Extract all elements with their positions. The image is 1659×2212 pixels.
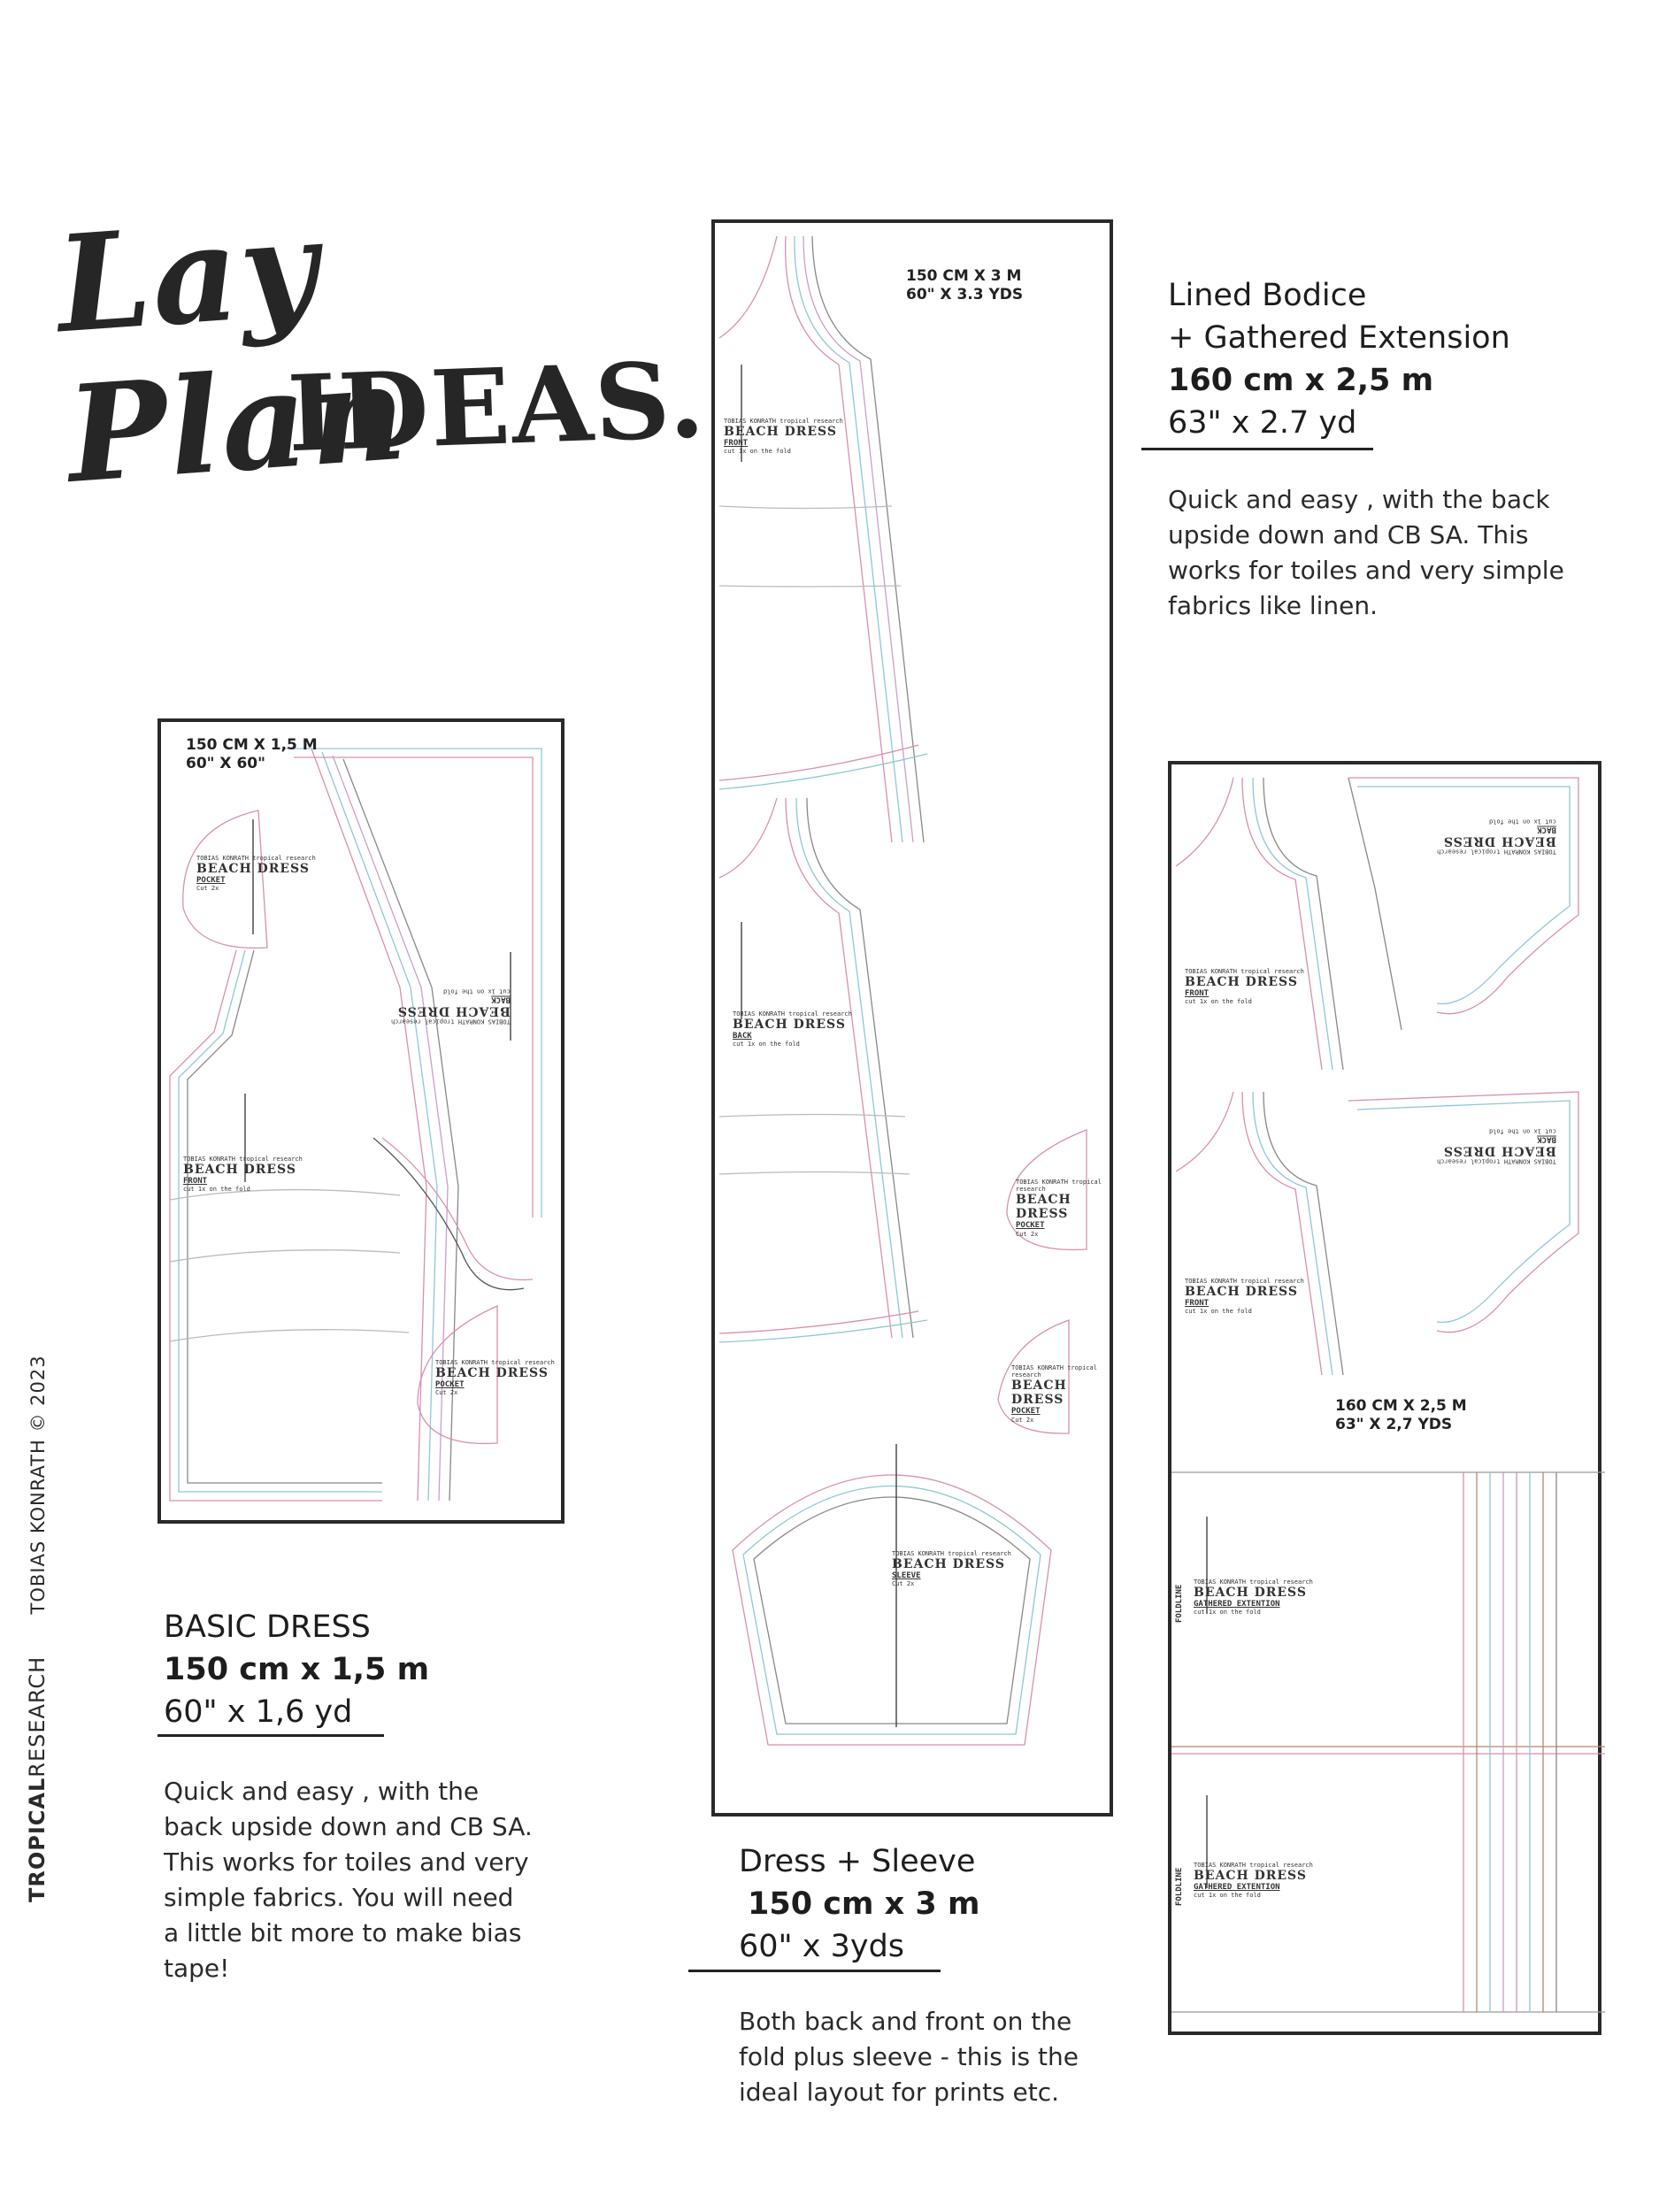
back-label <box>733 1010 852 1048</box>
sleeve-metric: 150 cm x 3 m <box>748 1886 980 1922</box>
pocket-pattern-name: BEACH DRESS <box>1016 1193 1071 1222</box>
pocket-cut: Cut 2x <box>1016 1230 1039 1238</box>
back-cut: cut 1x on the fold <box>733 1041 800 1048</box>
basic-pattern-drawing <box>161 722 568 1527</box>
pocket-brand: TOBIAS KONRATH tropical research <box>1016 1179 1102 1194</box>
front-brand: TOBIAS KONRATH tropical research <box>1185 968 1304 975</box>
foldline-text: FOLDLINE <box>1175 1584 1184 1623</box>
front-2-cut: cut 1x on the fold <box>1185 1308 1252 1316</box>
pocket-2-brand: TOBIAS KONRATH tropical research <box>435 1359 555 1366</box>
back-label-2-upside-down <box>1437 1127 1556 1165</box>
sheet-size-imperial: 63" X 2,7 YDS <box>1335 1416 1453 1433</box>
front-2-pattern-name: BEACH DRESS <box>1185 1285 1298 1300</box>
back-label-upside-down <box>1437 818 1556 856</box>
back-piece: BACK <box>1537 825 1556 834</box>
pocket-2-brand: TOBIAS KONRATH tropical research <box>1011 1364 1097 1379</box>
front-pattern-name: BEACH DRESS <box>183 1163 296 1178</box>
back-2-brand: TOBIAS KONRATH tropical research <box>1437 1157 1556 1165</box>
back-brand: TOBIAS KONRATH tropical research <box>391 1018 511 1025</box>
back-label-upside-down <box>391 987 511 1025</box>
front-cut: cut 1x on the fold <box>1185 998 1252 1006</box>
front-piece: FRONT <box>183 1177 208 1187</box>
sheet-size-label <box>186 736 318 773</box>
title-line-2: IDEAS. <box>285 337 709 476</box>
pocket-label-2 <box>435 1359 555 1397</box>
front-2-brand: TOBIAS KONRATH tropical research <box>1185 1278 1304 1285</box>
gathered-label <box>1194 1578 1313 1617</box>
back-cut: cut 1x on the fold <box>1489 818 1556 826</box>
sleeve-pattern-name: BEACH DRESS <box>892 1557 1005 1572</box>
front-2-piece: FRONT <box>1185 1299 1210 1309</box>
brand-bold: TROPICAL <box>25 1777 50 1902</box>
lined-imperial: 63" x 2.7 yd <box>1168 405 1357 441</box>
back-pattern-name: BEACH DRESS <box>1442 833 1556 849</box>
pocket-2-pattern-name: BEACH DRESS <box>1011 1379 1067 1408</box>
sleeve-divider <box>688 1970 941 1972</box>
pocket-cut: Cut 2x <box>196 885 219 893</box>
basic-imperial: 60" x 1,6 yd <box>164 1694 353 1730</box>
foldline-2-text: FOLDLINE <box>1175 1867 1184 1906</box>
basic-metric: 150 cm x 1,5 m <box>164 1652 430 1687</box>
front-piece: FRONT <box>724 439 749 449</box>
gathered-2-pattern-name: BEACH DRESS <box>1194 1869 1307 1884</box>
pocket-label <box>196 855 316 893</box>
pocket-piece: POCKET <box>196 876 226 886</box>
back-piece: BACK <box>733 1032 752 1041</box>
back-brand: TOBIAS KONRATH tropical research <box>733 1010 852 1018</box>
front-pattern-name: BEACH DRESS <box>1185 975 1298 990</box>
back-pattern-name: BEACH DRESS <box>396 1003 511 1018</box>
brand-light: RESEARCH <box>25 1655 50 1778</box>
gathered-cut: cut 1x on the fold <box>1194 1609 1261 1617</box>
pocket-2-piece: POCKET <box>1011 1407 1041 1417</box>
front-brand: TOBIAS KONRATH tropical research <box>183 1156 303 1163</box>
pocket-2-piece: POCKET <box>435 1380 465 1390</box>
pocket-label-2 <box>1011 1364 1110 1424</box>
gathered-pattern-name: BEACH DRESS <box>1194 1586 1307 1601</box>
foldline-label <box>1175 1585 1184 1623</box>
front-label <box>1185 968 1304 1006</box>
layout-sheet-basic <box>157 718 565 1524</box>
layout-sheet-lined <box>1168 761 1601 2035</box>
sheet-size-label <box>1335 1397 1467 1434</box>
pocket-pattern-name: BEACH DRESS <box>196 862 310 877</box>
sleeve-label <box>892 1550 1011 1588</box>
author-credit: TOBIAS KONRATH © 2023 <box>27 1355 49 1615</box>
gathered-label-2 <box>1194 1862 1313 1900</box>
pocket-label <box>1016 1179 1110 1238</box>
sheet-size-imperial: 60" X 3.3 YDS <box>906 286 1024 303</box>
front-label <box>724 418 843 456</box>
front-label-2 <box>1185 1278 1304 1316</box>
pocket-brand: TOBIAS KONRATH tropical research <box>196 855 316 862</box>
front-pattern-name: BEACH DRESS <box>724 425 837 440</box>
lined-name-line-1: Lined Bodice <box>1168 278 1367 313</box>
pocket-piece: POCKET <box>1016 1221 1045 1231</box>
back-2-cut: cut 1x on the fold <box>1489 1127 1556 1135</box>
sheet-size-label <box>906 267 1023 304</box>
back-piece: BACK <box>491 995 511 1004</box>
sleeve-imperial: 60" x 3yds <box>739 1929 905 1964</box>
pocket-2-pattern-name: BEACH DRESS <box>435 1366 549 1381</box>
basic-heading <box>164 1606 429 1733</box>
lined-divider <box>1141 448 1373 450</box>
basic-description: Quick and easy , with the back upside down and CB SA. This works for toiles and very simple fabrics. You will need a little bit more to make bias tape! <box>164 1777 533 1983</box>
sleeve-description: Both back and front on the fold plus sleeve - this is the ideal layout for prints etc. <box>739 2007 1079 2107</box>
lined-name-line-2: + Gathered Extension <box>1168 320 1510 356</box>
gathered-2-cut: cut 1x on the fold <box>1194 1892 1261 1900</box>
front-piece: FRONT <box>1185 989 1210 999</box>
front-cut: cut 1x on the fold <box>724 448 791 456</box>
back-cut: cut 1x on the fold <box>443 987 511 995</box>
gathered-2-piece: GATHERED EXTENTION <box>1194 1883 1280 1893</box>
sheet-size-metric: 150 CM X 1,5 M <box>186 736 318 754</box>
sleeve-heading <box>739 1840 979 1968</box>
sleeve-cut: Cut 2x <box>892 1580 915 1588</box>
page-title <box>51 189 709 513</box>
lined-description: Quick and easy , with the back upside down and CB SA. This works for toiles and very simple fabrics like linen. <box>1168 485 1564 620</box>
back-2-pattern-name: BEACH DRESS <box>1442 1143 1556 1158</box>
sleeve-piece: SLEEVE <box>892 1571 921 1581</box>
lined-metric: 160 cm x 2,5 m <box>1168 363 1434 398</box>
basic-name: BASIC DRESS <box>164 1609 371 1645</box>
pocket-2-cut: Cut 2x <box>1011 1416 1034 1424</box>
gathered-2-brand: TOBIAS KONRATH tropical research <box>1194 1862 1313 1869</box>
back-brand: TOBIAS KONRATH tropical research <box>1437 848 1556 856</box>
layout-sheet-sleeve <box>711 219 1113 1816</box>
sheet-size-metric: 160 CM X 2,5 M <box>1335 1397 1467 1415</box>
foldline-label-2 <box>1175 1868 1184 1906</box>
pocket-2-cut: Cut 2x <box>435 1389 458 1397</box>
side-credit <box>25 1355 50 1902</box>
sleeve-brand: TOBIAS KONRATH tropical research <box>892 1550 1011 1557</box>
sheet-size-imperial: 60" X 60" <box>186 755 265 772</box>
front-cut: cut 1x on the fold <box>183 1186 250 1194</box>
back-2-piece: BACK <box>1537 1134 1556 1144</box>
sheet-size-metric: 150 CM X 3 M <box>906 267 1022 285</box>
lined-heading <box>1168 274 1510 444</box>
gathered-piece: GATHERED EXTENTION <box>1194 1600 1280 1609</box>
gathered-brand: TOBIAS KONRATH tropical research <box>1194 1578 1313 1586</box>
back-pattern-name: BEACH DRESS <box>733 1018 846 1033</box>
basic-divider <box>157 1734 384 1737</box>
front-brand: TOBIAS KONRATH tropical research <box>724 418 843 425</box>
sleeve-name: Dress + Sleeve <box>739 1844 976 1879</box>
front-label <box>183 1156 303 1194</box>
title-line-1: Lay Plan <box>51 189 412 513</box>
